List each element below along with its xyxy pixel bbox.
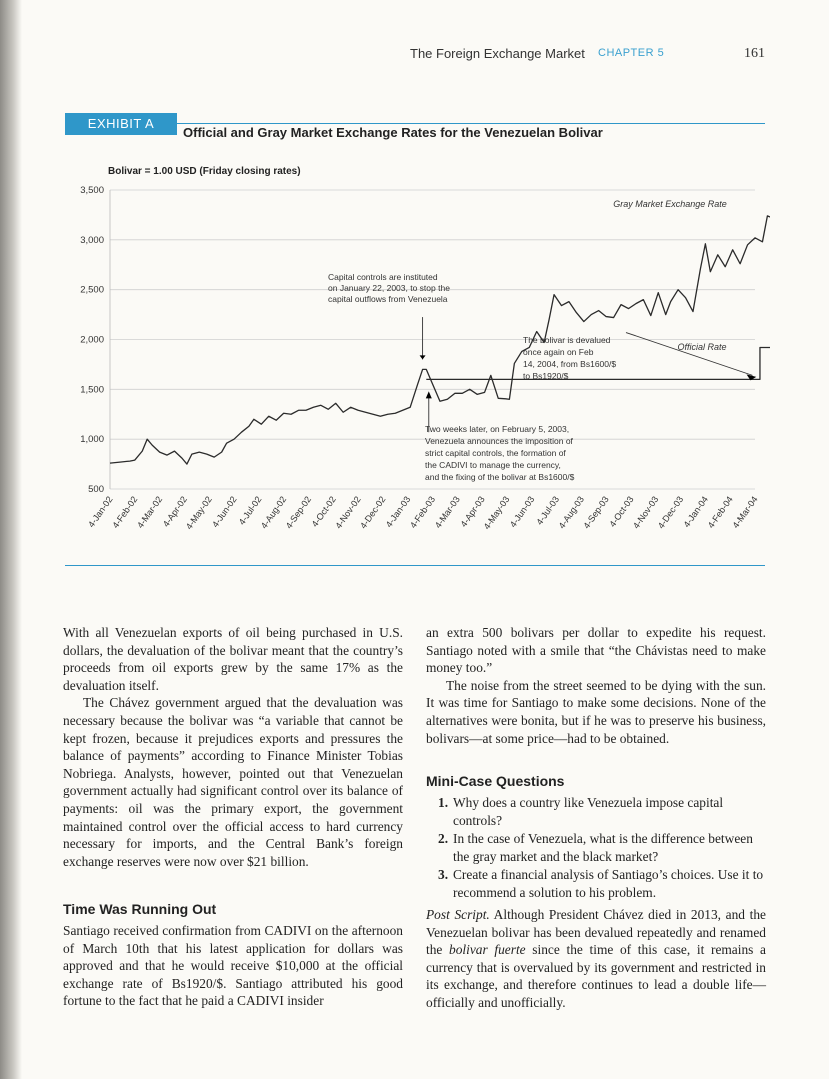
section-heading-time: Time Was Running Out: [63, 901, 217, 917]
x-tick-label: 4-Feb-03: [407, 494, 438, 531]
x-tick-label: 4-Oct-03: [607, 494, 636, 529]
y-tick-label: 3,500: [80, 185, 104, 196]
post-script: [426, 906, 766, 1012]
annotation-devaluation: 14, 2004, from Bs1600/$: [523, 359, 617, 369]
annotation-two-weeks-later: strict capital controls, the formation of: [425, 448, 566, 458]
exchange-rate-chart: [70, 180, 770, 560]
x-tick-label: 4-Oct-02: [309, 494, 338, 529]
y-tick-label: 1,000: [80, 434, 104, 446]
x-tick-label: 4-Dec-02: [358, 494, 388, 531]
exhibit-title: Official and Gray Market Exchange Rates for the Venezuelan Bolivar: [183, 125, 603, 140]
x-tick-label: 4-Nov-03: [630, 494, 661, 531]
x-tick-label: 4-Aug-03: [556, 494, 586, 531]
x-tick-label: 4-Aug-02: [258, 494, 289, 531]
x-tick-label: 4-Jul-02: [236, 494, 264, 527]
section-heading-questions: Mini-Case Questions: [426, 773, 565, 789]
x-tick-label: 4-Dec-03: [655, 494, 686, 531]
x-tick-label: 4-Nov-02: [333, 494, 363, 531]
gray-market-series-label: Gray Market Exchange Rate: [613, 199, 727, 209]
x-tick-label: 4-Jan-04: [681, 494, 711, 530]
annotation-two-weeks-later: the CADIVI to manage the currency,: [425, 460, 561, 470]
exhibit-rule: [177, 123, 765, 124]
annotation-devaluation: to Bs1920/$: [523, 371, 569, 381]
post-script-label: Post Script.: [426, 907, 490, 922]
right-paragraph-1: an extra 500 bolivars per dollar to expedite his request. Santiago noted with a smile that “the Chávistas need to make money too.”: [426, 625, 766, 676]
arrow-head-capital-controls: [420, 355, 426, 359]
exhibit-label: EXHIBIT A: [65, 113, 177, 135]
x-tick-label: 4-Jun-02: [210, 494, 239, 530]
chart-subtitle: Bolivar = 1.00 USD (Friday closing rates): [108, 166, 301, 177]
y-tick-label: 500: [88, 484, 104, 495]
left-paragraph-3: Santiago received confirmation from CADIVI on the afternoon of March 10th that his latest application for dollars was approved and that he would receive $10,000 at the official exchange rate of Bs1920/$. Santiago attributed his good fortune to the fact that he paid a CADIVI insider: [63, 923, 403, 1009]
page-number: 161: [744, 46, 765, 61]
left-column-2: [63, 922, 403, 1010]
left-paragraph-2: The Chávez government argued that the devaluation was necessary because the bolivar was “a variable that cannot be kept frozen, because it prejudices exports and pressures the balance of payments” according to Finance Minister Tobias Nobriega. Analysts, however, pointed out that Venezuelan government actually had significant control over its balance of payments: oil was the primary export, the government maintained control over the official access to hard currency necessary for imports, and the Central Bank’s foreign exchange reserves were now over $21 billion.: [63, 695, 403, 869]
y-tick-label: 2,500: [80, 284, 104, 296]
running-header: [410, 46, 765, 66]
post-script-text-1: Although President Chávez died in 2013, and the Venezuelan bolivar has been devalued repeatedly and renamed the: [426, 907, 766, 958]
x-tick-label: 4-Sep-02: [283, 494, 314, 531]
x-tick-label: 4-Sep-03: [581, 494, 611, 531]
question-item: 2. In the case of Venezuela, what is the difference between the gray market and the black market?: [438, 831, 753, 864]
y-tick-label: 1,500: [80, 384, 104, 396]
annotation-capital-controls: Capital controls are instituted: [328, 272, 438, 282]
x-tick-label: 4-May-03: [481, 494, 512, 532]
x-tick-label: 4-Jan-03: [383, 494, 413, 530]
x-tick-label: 4-Jun-03: [507, 494, 537, 530]
question-item: 3. Create a financial analysis of Santiago’s choices. Use it to recommend a solution to his problem.: [438, 867, 764, 900]
x-tick-label: 4-Apr-03: [458, 494, 487, 529]
x-tick-label: 4-Mar-03: [432, 494, 462, 531]
x-tick-label: 4-Feb-04: [705, 494, 735, 531]
left-column: [63, 624, 403, 870]
annotation-two-weeks-later: Two weeks later, on February 5, 2003,: [425, 424, 570, 434]
annotation-two-weeks-later: Venezuela announces the imposition of: [425, 436, 573, 446]
exhibit-bottom-rule: [65, 565, 765, 566]
x-tick-label: 4-Jan-02: [86, 494, 115, 530]
official-rate-series-label: Official Rate: [677, 342, 727, 352]
running-title: The Foreign Exchange Market: [410, 46, 585, 61]
x-tick-label: 4-Mar-02: [135, 494, 165, 531]
x-tick-label: 4-Apr-02: [160, 494, 190, 529]
annotation-devaluation: The bolivar is devalued: [523, 335, 611, 345]
x-tick-label: 4-Jul-03: [534, 494, 562, 527]
x-tick-label: 4-Feb-02: [110, 494, 140, 531]
x-tick-label: 4-May-02: [183, 494, 214, 532]
left-paragraph-1: With all Venezuelan exports of oil being purchased in U.S. dollars, the devaluation of the bolivar meant that the country’s proceeds from oil exports grew by the same 17% as the devaluation itself.: [63, 625, 403, 693]
right-paragraph-2: The noise from the street seemed to be dying with the sun. It was time for Santiago to make some decisions. None of the alternatives were bonita, but if he was to preserve his business, bolivars—at some price—had to be obtained.: [426, 677, 766, 746]
y-tick-label: 3,000: [80, 234, 104, 246]
question-item: 1. Why does a country like Venezuela impose capital controls?: [438, 795, 724, 828]
arrow-devaluation: [626, 333, 753, 376]
y-tick-label: 2,000: [80, 334, 104, 346]
annotation-two-weeks-later: and the fixing of the bolivar at Bs1600/$: [425, 472, 575, 482]
right-column: [426, 624, 766, 747]
arrow-head-two-weeks-later: [426, 391, 432, 398]
post-script-italic: bolivar fuerte: [449, 942, 526, 958]
book-spine-shadow: [0, 0, 22, 1079]
annotation-devaluation: once again on Feb: [523, 347, 594, 357]
questions-list: [426, 794, 766, 902]
chapter-label: CHAPTER 5: [598, 47, 665, 59]
questions-block: [426, 794, 766, 903]
x-tick-label: 4-Mar-04: [730, 494, 760, 531]
annotation-capital-controls: capital outflows from Venezuela: [328, 294, 448, 304]
annotation-capital-controls: on January 22, 2003, to stop the: [328, 283, 450, 293]
post-script-text-2: since the time of this case, it remains a currency that is overvalued by its government and restricted in its exchange, and therefore continues to lead a double life—officially and unofficially.: [426, 942, 766, 1010]
